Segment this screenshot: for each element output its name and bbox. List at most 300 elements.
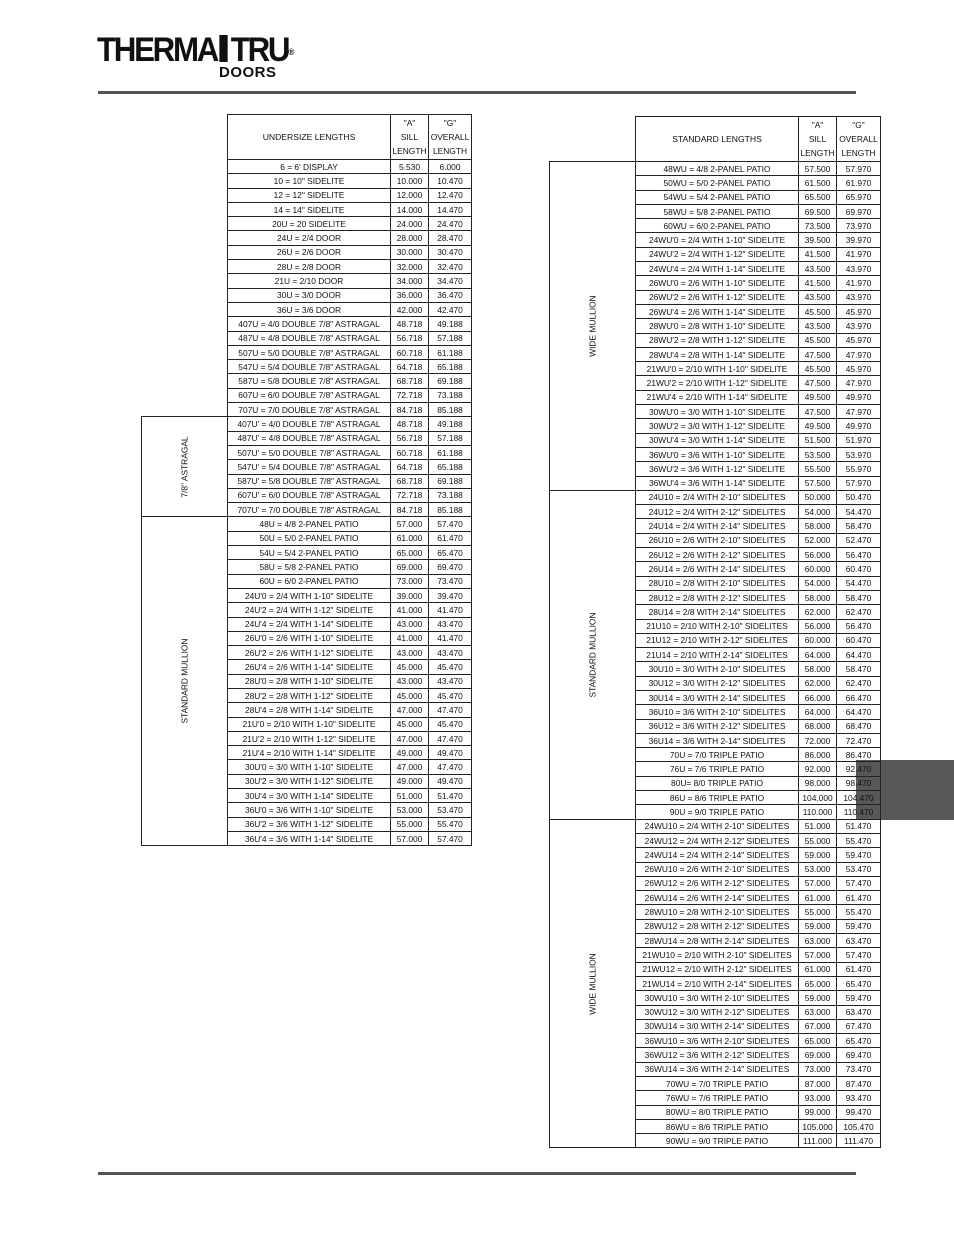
overall-length: 60.470 bbox=[837, 633, 881, 647]
size-description: 30U'4 = 3/0 WITH 1-14" SIDELITE bbox=[228, 789, 391, 803]
overall-length: 58.470 bbox=[837, 519, 881, 533]
sill-length: 48.718 bbox=[391, 417, 429, 431]
sill-length: 45.000 bbox=[391, 688, 429, 702]
overall-length: 64.470 bbox=[837, 648, 881, 662]
overall-length: 41.970 bbox=[837, 247, 881, 261]
undersize-lengths-table bbox=[141, 114, 472, 846]
brand-logo bbox=[97, 31, 311, 81]
sill-length: 68.718 bbox=[391, 474, 429, 488]
overall-length: 30.470 bbox=[429, 245, 472, 259]
sill-length: 57.000 bbox=[391, 831, 429, 845]
overall-length: 42.470 bbox=[429, 302, 472, 316]
size-description: 30WU'0 = 3/0 WITH 1-10" SIDELITE bbox=[636, 405, 799, 419]
size-description: 30U'2 = 3/0 WITH 1-12" SIDELITE bbox=[228, 774, 391, 788]
size-description: 30WU14 = 3/0 WITH 2-14" SIDELITES bbox=[636, 1019, 799, 1033]
size-description: 28WU10 = 2/8 WITH 2-10" SIDELITES bbox=[636, 905, 799, 919]
group-label-text: 7/8" ASTRAGAL bbox=[179, 436, 190, 498]
sill-length: 87.000 bbox=[799, 1077, 837, 1091]
overall-length: 73.970 bbox=[837, 219, 881, 233]
overall-length: 45.470 bbox=[429, 688, 472, 702]
sill-length: 45.000 bbox=[391, 660, 429, 674]
size-description: 28U'2 = 2/8 WITH 1-12" SIDELITE bbox=[228, 688, 391, 702]
size-description: 26WU14 = 2/6 WITH 2-14" SIDELITES bbox=[636, 891, 799, 905]
size-description: 28WU14 = 2/8 WITH 2-14" SIDELITES bbox=[636, 934, 799, 948]
sill-length: 60.000 bbox=[799, 633, 837, 647]
sill-length: 32.000 bbox=[391, 260, 429, 274]
group-label-text: WIDE MULLION bbox=[587, 952, 598, 1015]
overall-length: 59.470 bbox=[837, 848, 881, 862]
sill-length: 39.500 bbox=[799, 233, 837, 247]
size-description: 21U10 = 2/10 WITH 2-10" SIDELITES bbox=[636, 619, 799, 633]
sill-length: 36.000 bbox=[391, 288, 429, 302]
overall-length: 73.470 bbox=[837, 1062, 881, 1076]
header-sill-length bbox=[391, 115, 429, 160]
sill-length: 60.718 bbox=[391, 445, 429, 459]
size-description: 28U = 2/8 DOOR bbox=[228, 260, 391, 274]
sill-length: 65.000 bbox=[799, 1034, 837, 1048]
size-description: 54WU = 5/4 2-PANEL PATIO bbox=[636, 190, 799, 204]
brand-name-right: TRU bbox=[230, 31, 289, 69]
size-description: 28U12 = 2/8 WITH 2-12" SIDELITES bbox=[636, 590, 799, 604]
size-description: 24U12 = 2/4 WITH 2-12" SIDELITES bbox=[636, 505, 799, 519]
size-description: 60WU = 6/0 2-PANEL PATIO bbox=[636, 219, 799, 233]
overall-length: 51.470 bbox=[837, 819, 881, 833]
sill-length: 49.500 bbox=[799, 419, 837, 433]
sill-length: 41.000 bbox=[391, 603, 429, 617]
sill-length: 14.000 bbox=[391, 202, 429, 216]
size-description: 36U = 3/6 DOOR bbox=[228, 302, 391, 316]
size-description: 21U'4 = 2/10 WITH 1-14" SIDELITE bbox=[228, 746, 391, 760]
brand-subtitle: DOORS bbox=[219, 64, 277, 81]
size-description: 36WU'4 = 3/6 WITH 1-14" SIDELITE bbox=[636, 476, 799, 490]
sill-length: 57.500 bbox=[799, 162, 837, 176]
overall-length: 61.188 bbox=[429, 445, 472, 459]
size-description: 21WU'2 = 2/10 WITH 1-12" SIDELITE bbox=[636, 376, 799, 390]
sill-length: 50.000 bbox=[799, 490, 837, 504]
sill-length: 64.718 bbox=[391, 460, 429, 474]
overall-length: 104.470 bbox=[837, 791, 881, 805]
sill-length: 64.718 bbox=[391, 360, 429, 374]
standard-lengths-table bbox=[549, 116, 881, 1148]
overall-length: 61.188 bbox=[429, 345, 472, 359]
group-label bbox=[142, 160, 228, 417]
overall-length: 69.470 bbox=[837, 1048, 881, 1062]
table-row bbox=[550, 162, 881, 176]
size-description: 587U = 5/8 DOUBLE 7/8" ASTRAGAL bbox=[228, 374, 391, 388]
group-label bbox=[142, 417, 228, 517]
header-line: OVERALL bbox=[430, 132, 470, 142]
size-description: 70U = 7/0 TRIPLE PATIO bbox=[636, 748, 799, 762]
overall-length: 45.970 bbox=[837, 362, 881, 376]
overall-length: 57.188 bbox=[429, 331, 472, 345]
sill-length: 99.000 bbox=[799, 1105, 837, 1119]
group-label bbox=[550, 162, 636, 491]
header-line: "G" bbox=[443, 118, 457, 128]
size-description: 26U'4 = 2/6 WITH 1-14" SIDELITE bbox=[228, 660, 391, 674]
sill-length: 43.500 bbox=[799, 290, 837, 304]
overall-length: 92.470 bbox=[837, 762, 881, 776]
sill-length: 51.000 bbox=[391, 789, 429, 803]
header-line: OVERALL bbox=[839, 134, 878, 144]
sill-length: 60.718 bbox=[391, 345, 429, 359]
sill-length: 39.000 bbox=[391, 588, 429, 602]
size-description: 28WU'0 = 2/8 WITH 1-10" SIDELITE bbox=[636, 319, 799, 333]
table-row bbox=[142, 417, 472, 431]
sill-length: 28.000 bbox=[391, 231, 429, 245]
header-description: UNDERSIZE LENGTHS bbox=[228, 115, 391, 160]
sill-length: 30.000 bbox=[391, 245, 429, 259]
group-label bbox=[142, 517, 228, 846]
overall-length: 57.970 bbox=[837, 476, 881, 490]
size-description: 76U = 7/6 TRIPLE PATIO bbox=[636, 762, 799, 776]
overall-length: 43.970 bbox=[837, 262, 881, 276]
size-description: 547U' = 5/4 DOUBLE 7/8" ASTRAGAL bbox=[228, 460, 391, 474]
size-description: 10 = 10" SIDELITE bbox=[228, 174, 391, 188]
sill-length: 84.718 bbox=[391, 503, 429, 517]
overall-length: 47.470 bbox=[429, 760, 472, 774]
sill-length: 41.500 bbox=[799, 247, 837, 261]
group-label-text: WIDE MULLION bbox=[587, 295, 598, 357]
size-description: 76WU = 7/6 TRIPLE PATIO bbox=[636, 1091, 799, 1105]
overall-length: 14.470 bbox=[429, 202, 472, 216]
overall-length: 58.470 bbox=[837, 662, 881, 676]
sill-length: 41.500 bbox=[799, 276, 837, 290]
overall-length: 47.470 bbox=[429, 703, 472, 717]
size-description: 60U = 6/0 2-PANEL PATIO bbox=[228, 574, 391, 588]
size-description: 407U = 4/0 DOUBLE 7/8" ASTRAGAL bbox=[228, 317, 391, 331]
size-description: 26WU'4 = 2/6 WITH 1-14" SIDELITE bbox=[636, 304, 799, 318]
overall-length: 53.470 bbox=[429, 803, 472, 817]
sill-length: 56.000 bbox=[799, 619, 837, 633]
overall-length: 43.970 bbox=[837, 319, 881, 333]
size-description: 507U' = 5/0 DOUBLE 7/8" ASTRAGAL bbox=[228, 445, 391, 459]
size-description: 90WU = 9/0 TRIPLE PATIO bbox=[636, 1134, 799, 1148]
size-description: 707U = 7/0 DOUBLE 7/8" ASTRAGAL bbox=[228, 403, 391, 417]
sill-length: 41.000 bbox=[391, 631, 429, 645]
sill-length: 57.500 bbox=[799, 476, 837, 490]
size-description: 12 = 12" SIDELITE bbox=[228, 188, 391, 202]
size-description: 707U' = 7/0 DOUBLE 7/8" ASTRAGAL bbox=[228, 503, 391, 517]
overall-length: 61.470 bbox=[837, 962, 881, 976]
size-description: 30U14 = 3/0 WITH 2-14" SIDELITES bbox=[636, 690, 799, 704]
size-description: 487U' = 4/8 DOUBLE 7/8" ASTRAGAL bbox=[228, 431, 391, 445]
overall-length: 56.470 bbox=[837, 619, 881, 633]
overall-length: 32.470 bbox=[429, 260, 472, 274]
sill-length: 92.000 bbox=[799, 762, 837, 776]
sill-length: 61.000 bbox=[799, 962, 837, 976]
overall-length: 45.970 bbox=[837, 333, 881, 347]
overall-length: 51.970 bbox=[837, 433, 881, 447]
sill-length: 53.000 bbox=[799, 862, 837, 876]
sill-length: 62.000 bbox=[799, 605, 837, 619]
size-description: 36U10 = 3/6 WITH 2-10" SIDELITES bbox=[636, 705, 799, 719]
overall-length: 51.470 bbox=[429, 789, 472, 803]
size-description: 30U = 3/0 DOOR bbox=[228, 288, 391, 302]
sill-length: 43.500 bbox=[799, 262, 837, 276]
overall-length: 61.470 bbox=[837, 891, 881, 905]
overall-length: 72.470 bbox=[837, 733, 881, 747]
size-description: 28U10 = 2/8 WITH 2-10" SIDELITES bbox=[636, 576, 799, 590]
overall-length: 69.188 bbox=[429, 474, 472, 488]
header-line: LENGTH bbox=[800, 148, 835, 158]
size-description: 30U'0 = 3/0 WITH 1-10" SIDELITE bbox=[228, 760, 391, 774]
header-description: STANDARD LENGTHS bbox=[636, 117, 799, 162]
header-line: SILL bbox=[808, 134, 827, 144]
overall-length: 57.470 bbox=[837, 948, 881, 962]
sill-length: 59.000 bbox=[799, 919, 837, 933]
sill-length: 12.000 bbox=[391, 188, 429, 202]
overall-length: 54.470 bbox=[837, 576, 881, 590]
size-description: 24U10 = 2/4 WITH 2-10" SIDELITES bbox=[636, 490, 799, 504]
overall-length: 57.470 bbox=[429, 831, 472, 845]
size-description: 36U12 = 3/6 WITH 2-12" SIDELITES bbox=[636, 719, 799, 733]
overall-length: 57.970 bbox=[837, 162, 881, 176]
overall-length: 43.470 bbox=[429, 674, 472, 688]
overall-length: 54.470 bbox=[837, 505, 881, 519]
overall-length: 62.470 bbox=[837, 605, 881, 619]
overall-length: 41.470 bbox=[429, 603, 472, 617]
overall-length: 43.970 bbox=[837, 290, 881, 304]
overall-length: 55.970 bbox=[837, 462, 881, 476]
sill-length: 63.000 bbox=[799, 934, 837, 948]
sill-length: 42.000 bbox=[391, 302, 429, 316]
sill-length: 51.000 bbox=[799, 819, 837, 833]
sill-length: 55.000 bbox=[799, 833, 837, 847]
size-description: 21U14 = 2/10 WITH 2-14" SIDELITES bbox=[636, 648, 799, 662]
overall-length: 65.470 bbox=[837, 976, 881, 990]
overall-length: 57.188 bbox=[429, 431, 472, 445]
size-description: 54U = 5/4 2-PANEL PATIO bbox=[228, 546, 391, 560]
table-row bbox=[142, 160, 472, 174]
sill-length: 53.000 bbox=[391, 803, 429, 817]
table-row bbox=[142, 517, 472, 531]
overall-length: 98.470 bbox=[837, 776, 881, 790]
sill-length: 104.000 bbox=[799, 791, 837, 805]
size-description: 487U = 4/8 DOUBLE 7/8" ASTRAGAL bbox=[228, 331, 391, 345]
table-row bbox=[550, 819, 881, 833]
size-description: 36U'0 = 3/6 WITH 1-10" SIDELITE bbox=[228, 803, 391, 817]
size-description: 26WU12 = 2/6 WITH 2-12" SIDELITES bbox=[636, 876, 799, 890]
sill-length: 49.500 bbox=[799, 390, 837, 404]
overall-length: 68.470 bbox=[837, 719, 881, 733]
size-description: 26U14 = 2/6 WITH 2-14" SIDELITES bbox=[636, 562, 799, 576]
overall-length: 87.470 bbox=[837, 1077, 881, 1091]
sill-length: 47.000 bbox=[391, 703, 429, 717]
overall-length: 55.470 bbox=[837, 833, 881, 847]
overall-length: 66.470 bbox=[837, 690, 881, 704]
overall-length: 67.470 bbox=[837, 1019, 881, 1033]
size-description: 58WU = 5/8 2-PANEL PATIO bbox=[636, 204, 799, 218]
header-line: LENGTH bbox=[841, 148, 876, 158]
sill-length: 61.000 bbox=[799, 891, 837, 905]
size-description: 30WU'2 = 3/0 WITH 1-12" SIDELITE bbox=[636, 419, 799, 433]
size-description: 86WU = 8/6 TRIPLE PATIO bbox=[636, 1119, 799, 1133]
size-description: 36WU'0 = 3/6 WITH 1-10" SIDELITE bbox=[636, 447, 799, 461]
size-description: 30WU12 = 3/0 WITH 2-12" SIDELITES bbox=[636, 1005, 799, 1019]
overall-length: 111.470 bbox=[837, 1134, 881, 1148]
size-description: 36U'4 = 3/6 WITH 1-14" SIDELITE bbox=[228, 831, 391, 845]
sill-length: 69.000 bbox=[799, 1048, 837, 1062]
sill-length: 5.530 bbox=[391, 160, 429, 174]
sill-length: 62.000 bbox=[799, 676, 837, 690]
header-line: LENGTH bbox=[433, 146, 467, 156]
sill-length: 47.000 bbox=[391, 731, 429, 745]
size-description: 507U = 5/0 DOUBLE 7/8" ASTRAGAL bbox=[228, 345, 391, 359]
overall-length: 49.970 bbox=[837, 419, 881, 433]
overall-length: 53.970 bbox=[837, 447, 881, 461]
size-description: 24WU'0 = 2/4 WITH 1-10" SIDELITE bbox=[636, 233, 799, 247]
sill-length: 56.718 bbox=[391, 431, 429, 445]
overall-length: 49.470 bbox=[429, 774, 472, 788]
group-label-text: STANDARD MULLION bbox=[179, 638, 190, 724]
sill-length: 65.500 bbox=[799, 190, 837, 204]
size-description: 21WU14 = 2/10 WITH 2-14" SIDELITES bbox=[636, 976, 799, 990]
overall-length: 43.470 bbox=[429, 646, 472, 660]
sill-length: 73.000 bbox=[391, 574, 429, 588]
overall-length: 65.188 bbox=[429, 360, 472, 374]
sill-length: 52.000 bbox=[799, 533, 837, 547]
sill-length: 57.000 bbox=[799, 948, 837, 962]
sill-length: 72.718 bbox=[391, 488, 429, 502]
size-description: 21U12 = 2/10 WITH 2-12" SIDELITES bbox=[636, 633, 799, 647]
overall-length: 105.470 bbox=[837, 1119, 881, 1133]
sill-length: 45.500 bbox=[799, 362, 837, 376]
overall-length: 56.470 bbox=[837, 548, 881, 562]
size-description: 24WU'2 = 2/4 WITH 1-12" SIDELITE bbox=[636, 247, 799, 261]
size-description: 20U = 20 SIDELITE bbox=[228, 217, 391, 231]
overall-length: 69.188 bbox=[429, 374, 472, 388]
size-description: 26U'2 = 2/6 WITH 1-12" SIDELITE bbox=[228, 646, 391, 660]
size-description: 607U' = 6/0 DOUBLE 7/8" ASTRAGAL bbox=[228, 488, 391, 502]
sill-length: 49.000 bbox=[391, 746, 429, 760]
size-description: 24U'0 = 2/4 WITH 1-10" SIDELITE bbox=[228, 588, 391, 602]
sill-length: 55.000 bbox=[799, 905, 837, 919]
overall-length: 60.470 bbox=[837, 562, 881, 576]
size-description: 24WU14 = 2/4 WITH 2-14" SIDELITES bbox=[636, 848, 799, 862]
size-description: 90U = 9/0 TRIPLE PATIO bbox=[636, 805, 799, 819]
size-description: 21WU12 = 2/10 WITH 2-12" SIDELITES bbox=[636, 962, 799, 976]
size-description: 6 = 6' DISPLAY bbox=[228, 160, 391, 174]
overall-length: 41.970 bbox=[837, 276, 881, 290]
sill-length: 69.000 bbox=[391, 560, 429, 574]
sill-length: 45.000 bbox=[391, 717, 429, 731]
header-overall-length bbox=[429, 115, 472, 160]
size-description: 86U = 8/6 TRIPLE PATIO bbox=[636, 791, 799, 805]
overall-length: 58.470 bbox=[837, 590, 881, 604]
size-description: 24WU'4 = 2/4 WITH 1-14" SIDELITE bbox=[636, 262, 799, 276]
group-label bbox=[550, 819, 636, 1148]
sill-length: 64.000 bbox=[799, 705, 837, 719]
overall-length: 62.470 bbox=[837, 676, 881, 690]
header-line: "A" bbox=[403, 118, 416, 128]
sill-length: 43.000 bbox=[391, 646, 429, 660]
sill-length: 72.718 bbox=[391, 388, 429, 402]
brand-name-left: THERMA bbox=[97, 31, 218, 69]
size-description: 21U'0 = 2/10 WITH 1-10" SIDELITE bbox=[228, 717, 391, 731]
overall-length: 55.470 bbox=[429, 817, 472, 831]
overall-length: 73.470 bbox=[429, 574, 472, 588]
overall-length: 28.470 bbox=[429, 231, 472, 245]
size-description: 28U14 = 2/8 WITH 2-14" SIDELITES bbox=[636, 605, 799, 619]
size-description: 50U = 5/0 2-PANEL PATIO bbox=[228, 531, 391, 545]
overall-length: 52.470 bbox=[837, 533, 881, 547]
sill-length: 73.000 bbox=[799, 1062, 837, 1076]
size-description: 28U'4 = 2/8 WITH 1-14" SIDELITE bbox=[228, 703, 391, 717]
sill-length: 59.000 bbox=[799, 848, 837, 862]
size-description: 24WU10 = 2/4 WITH 2-10" SIDELITES bbox=[636, 819, 799, 833]
size-description: 26U'0 = 2/6 WITH 1-10" SIDELITE bbox=[228, 631, 391, 645]
overall-length: 47.970 bbox=[837, 376, 881, 390]
overall-length: 61.470 bbox=[429, 531, 472, 545]
header-overall-length bbox=[837, 117, 881, 162]
size-description: 24U'4 = 2/4 WITH 1-14" SIDELITE bbox=[228, 617, 391, 631]
overall-length: 69.470 bbox=[429, 560, 472, 574]
sill-length: 69.500 bbox=[799, 204, 837, 218]
sill-length: 64.000 bbox=[799, 648, 837, 662]
group-label-text: STANDARD MULLION bbox=[587, 612, 598, 698]
sill-length: 58.000 bbox=[799, 519, 837, 533]
overall-length: 65.188 bbox=[429, 460, 472, 474]
overall-length: 36.470 bbox=[429, 288, 472, 302]
sill-length: 65.000 bbox=[799, 976, 837, 990]
size-description: 28WU'4 = 2/8 WITH 1-14" SIDELITE bbox=[636, 347, 799, 361]
sill-length: 34.000 bbox=[391, 274, 429, 288]
overall-length: 47.970 bbox=[837, 405, 881, 419]
size-description: 36WU12 = 3/6 WITH 2-12" SIDELITES bbox=[636, 1048, 799, 1062]
size-description: 21U = 2/10 DOOR bbox=[228, 274, 391, 288]
size-description: 24U14 = 2/4 WITH 2-14" SIDELITES bbox=[636, 519, 799, 533]
sill-length: 61.500 bbox=[799, 176, 837, 190]
sill-length: 56.000 bbox=[799, 548, 837, 562]
sill-length: 86.000 bbox=[799, 748, 837, 762]
size-description: 26U12 = 2/6 WITH 2-12" SIDELITES bbox=[636, 548, 799, 562]
sill-length: 55.000 bbox=[391, 817, 429, 831]
overall-length: 57.470 bbox=[429, 517, 472, 531]
overall-length: 65.470 bbox=[429, 546, 472, 560]
door-bar-icon bbox=[220, 35, 228, 62]
overall-length: 53.470 bbox=[837, 862, 881, 876]
size-description: 26WU'2 = 2/6 WITH 1-12" SIDELITE bbox=[636, 290, 799, 304]
size-description: 30U10 = 3/0 WITH 2-10" SIDELITES bbox=[636, 662, 799, 676]
overall-length: 47.470 bbox=[429, 731, 472, 745]
sill-length: 105.000 bbox=[799, 1119, 837, 1133]
overall-length: 85.188 bbox=[429, 403, 472, 417]
sill-length: 53.500 bbox=[799, 447, 837, 461]
overall-length: 49.188 bbox=[429, 417, 472, 431]
sill-length: 61.000 bbox=[391, 531, 429, 545]
sill-length: 48.718 bbox=[391, 317, 429, 331]
size-description: 36U'2 = 3/6 WITH 1-12" SIDELITE bbox=[228, 817, 391, 831]
sill-length: 72.000 bbox=[799, 733, 837, 747]
size-description: 36WU10 = 3/6 WITH 2-10" SIDELITES bbox=[636, 1034, 799, 1048]
size-description: 48WU = 4/8 2-PANEL PATIO bbox=[636, 162, 799, 176]
header-spacer bbox=[142, 115, 228, 160]
size-description: 70WU = 7/0 TRIPLE PATIO bbox=[636, 1077, 799, 1091]
size-description: 36WU'2 = 3/6 WITH 1-12" SIDELITE bbox=[636, 462, 799, 476]
overall-length: 93.470 bbox=[837, 1091, 881, 1105]
size-description: 28WU'2 = 2/8 WITH 1-12" SIDELITE bbox=[636, 333, 799, 347]
sill-length: 67.000 bbox=[799, 1019, 837, 1033]
sill-length: 45.500 bbox=[799, 333, 837, 347]
overall-length: 12.470 bbox=[429, 188, 472, 202]
sill-length: 84.718 bbox=[391, 403, 429, 417]
sill-length: 56.718 bbox=[391, 331, 429, 345]
sill-length: 68.000 bbox=[799, 719, 837, 733]
size-description: 48U = 4/8 2-PANEL PATIO bbox=[228, 517, 391, 531]
overall-length: 63.470 bbox=[837, 1005, 881, 1019]
overall-length: 47.970 bbox=[837, 347, 881, 361]
overall-length: 64.470 bbox=[837, 705, 881, 719]
